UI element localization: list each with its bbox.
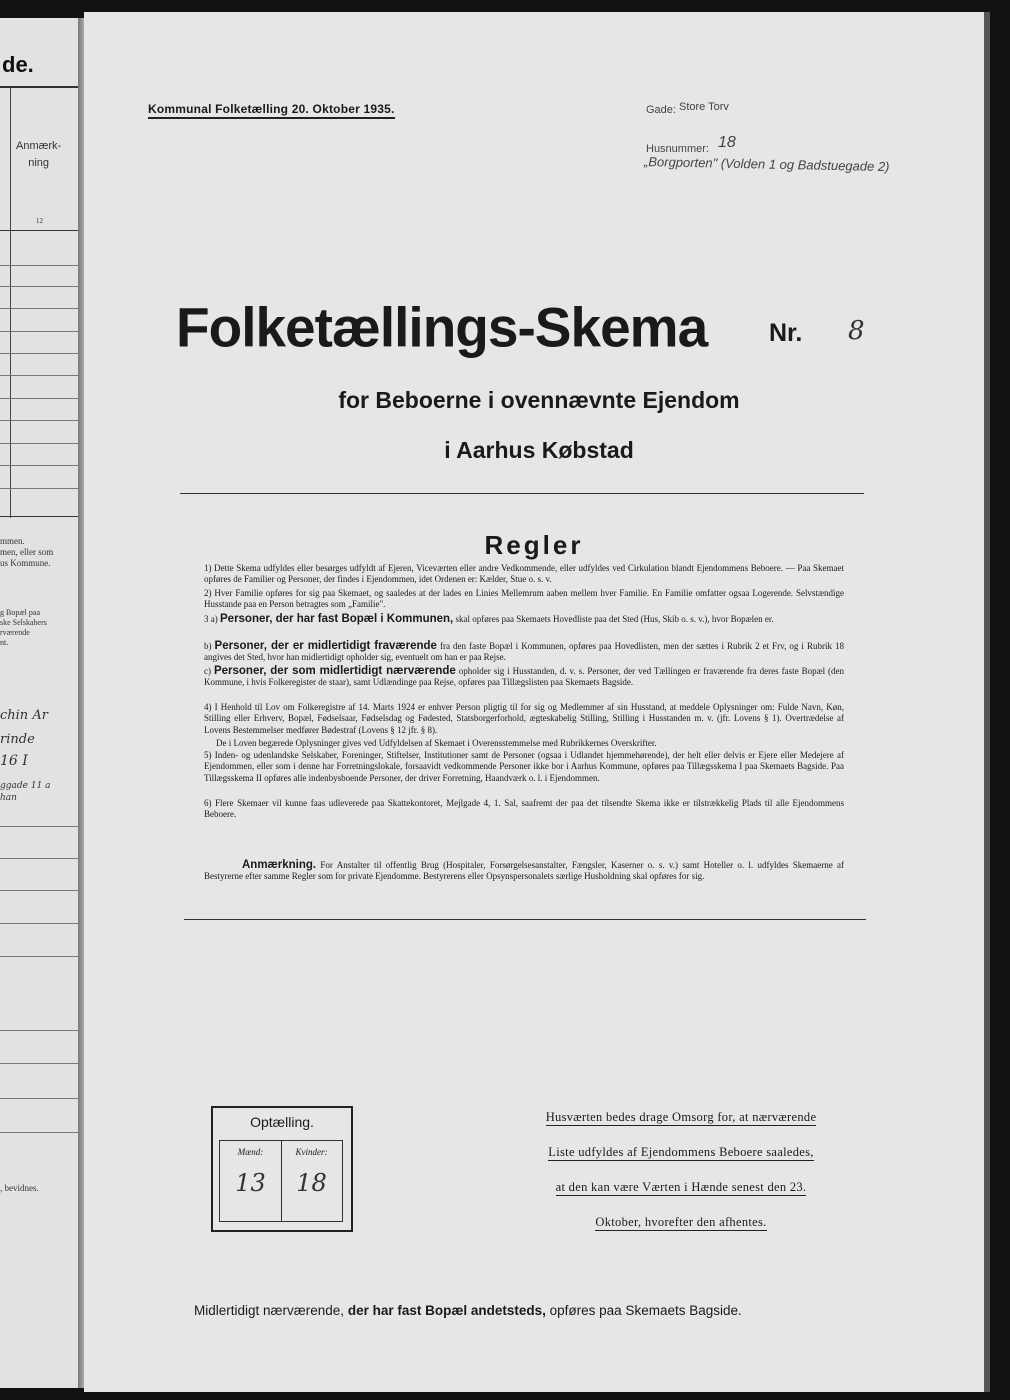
left-page-handwriting-4: ggade 11 a han: [0, 781, 51, 803]
count-women-label: Kvinder:: [295, 1147, 328, 1157]
notice-line-1: Husværten bedes drage Omsorg for, at nærværende: [545, 1110, 817, 1124]
rule-3a: 3 a) Personer, der har fast Bopæl i Kommunen, skal opføres paa Skemaets Hovedliste paa det Sted (Hus, Skib o. s. v.), hvor Bopælen er.: [204, 613, 774, 625]
form-number-value: 8: [848, 316, 865, 346]
left-page-fragment: [0, 18, 82, 1388]
count-women-value: 18: [296, 1169, 327, 1197]
rule-3c: c) Personer, der som midlertidigt nærværende opholder sig i Husstanden, d. v. s. Personer, der ved Tællingen er fraværende fra deres faste Bopæl (den Kommune, i hvis Folkeregister de staar), samt Udlændinge paa Rejse, opføres paa Tillægslisten paa Skemaets Bagside.: [204, 665, 845, 688]
rule-4: 4) I Henhold til Lov om Folkeregistre af 14. Marts 1924 er enhver Person pligtig til for sig og Medlemmer af sin Husstand, at meddele Oplysninger om: Fulde Navn, Køn, Stilling eller Erhverv, Bopæl, Fødselsaar, Fødselsdag og Fødested, Statsborgerforhold, ægteskabelig Stilling, Stilling i Husstanden m. v. (jfr. Lovens § 1). Overtrædelse af Lovens Bestemmelser medfører Bødestraf (Lovens § 12 jfr. § 8).: [204, 702, 844, 735]
notice-line-3: at den kan være Værten i Hænde senest den 23.: [555, 1180, 807, 1194]
page-edge: [984, 12, 990, 1392]
footer-note: Midlertidigt nærværende, der har fast Bopæl andetsteds, opføres paa Skemaets Bagside.: [194, 1303, 742, 1318]
divider-top: [180, 493, 864, 494]
form-location: i Aarhus Købstad: [444, 437, 634, 463]
left-page-handwriting-3: 16 I: [0, 753, 28, 769]
census-header: Kommunal Folketælling 20. Oktober 1935.: [148, 102, 395, 119]
notice-line-2: Liste udfyldes af Ejendommens Beboere saaledes,: [548, 1145, 814, 1159]
rule-5: 5) Inden- og udenlandske Selskaber, Foreninger, Stiftelser, Institutioner samt de Personer (ogsaa i Udlandet hjemmehørende), der helt eller delvis er Ejere eller Medejere af Ejendommen, eller som i denne har Forretningslokale, forsaavidt vedkommende Personer ikke bor i Aarhus Kommune, opføres paa Tillægsskema I paa Skemaets Bagside. Paa Tillægsskema II opføres alle indenbysboende Personer, der driver Forretning, Haandværk o. l. i Ejendommen.: [204, 750, 844, 783]
divider-bottom: [184, 919, 866, 920]
left-page-note-1: mmen. men, eller som us Kommune.: [0, 536, 54, 568]
house-number-label: Husnummer:: [646, 143, 709, 155]
left-page-column-label: Anmærk- ning: [16, 140, 62, 169]
count-title: Optælling.: [250, 1114, 314, 1130]
left-page-heading: de.: [2, 52, 34, 77]
rules-heading: Regler: [484, 530, 584, 560]
form-number-label: Nr.: [769, 319, 803, 347]
count-men-value: 13: [235, 1169, 266, 1197]
count-box: [211, 1106, 353, 1232]
house-name-note: „Borgporten" (Volden 1 og Badstuegade 2): [643, 154, 890, 175]
census-form-page: [84, 12, 984, 1392]
rule-3b: b) Personer, der er midlertidigt fraværende fra den faste Bopæl i Kommunen, opføres paa Hovedlisten, men der sættes i Rubrik 2 et Frv, og i Rubrik 18 angives det Sted, hvor han midlertidigt opholder sig, eventuelt om han er paa Rejse.: [204, 640, 845, 663]
left-page-column-number: 12: [36, 217, 43, 225]
rule-4b: De i Loven begærede Oplysninger gives ved Udfyldelsen af Skemaet i Overensstemmelse med Rubrikkernes Overskrifter.: [216, 738, 657, 748]
house-number-value: 18: [718, 134, 736, 151]
street-value: Store Torv: [679, 101, 729, 113]
rule-6: 6) Flere Skemaer vil kunne faas udleverede paa Skattekontoret, Mejlgade 4, 1. Sal, saafremt der paa det tilsendte Skema ikke er tilstrækkelig Plads til alle Ejendommens Beboere.: [204, 798, 844, 820]
left-page-footer: , bevidnes.: [0, 1183, 39, 1193]
rule-1: 1) Dette Skema udfyldes eller besørges udfyldt af Ejeren, Viceværten eller andre Vedkommende, eller udfyldes ved Cirkulation blandt Ejendommens Beboere. — Paa Skemaet opføres de Familier og Personer, der findes i Ejendommen, idet Ordenen er: Kælder, Stue o. s. v.: [204, 563, 844, 585]
left-page-handwriting-1: chin Ar: [0, 708, 48, 723]
form-title: Folketællings-Skema: [176, 295, 708, 359]
left-page-handwriting-2: rinde: [0, 732, 35, 747]
left-page-note-2: g Bopæl paa ske Selskabers rværende nt.: [0, 608, 47, 647]
count-men-label: Mænd:: [237, 1147, 264, 1157]
street-label: Gade:: [646, 104, 676, 116]
notice-line-4: Oktober, hvorefter den afhentes.: [595, 1215, 767, 1229]
form-subtitle: for Beboerne i ovennævnte Ejendom: [338, 387, 740, 413]
rule-2: 2) Hver Familie opføres for sig paa Skemaet, og saaledes at der lades en Linies Mellemrum aaben mellem hver Familie. En Familie omfatter ogsaa Logerende. Selvstændige Husstande paa en Person betragtes som „Familie".: [204, 588, 844, 610]
count-men-cell: [220, 1141, 282, 1221]
count-women-cell: [281, 1141, 342, 1221]
remark: Anmærkning. For Anstalter til offentlig Brug (Hospitaler, Forsørgelsesanstalter, Fængsler, Kaserner o. s. v.) samt Hoteller o. l. udfyldes Skemaerne af Bestyrerne efter samme Regler som for private Ejendomme. Bestyrerens eller Opsynspersonalets særlige Husholdning skal opføres for sig.: [204, 859, 845, 882]
count-table: [219, 1140, 343, 1222]
